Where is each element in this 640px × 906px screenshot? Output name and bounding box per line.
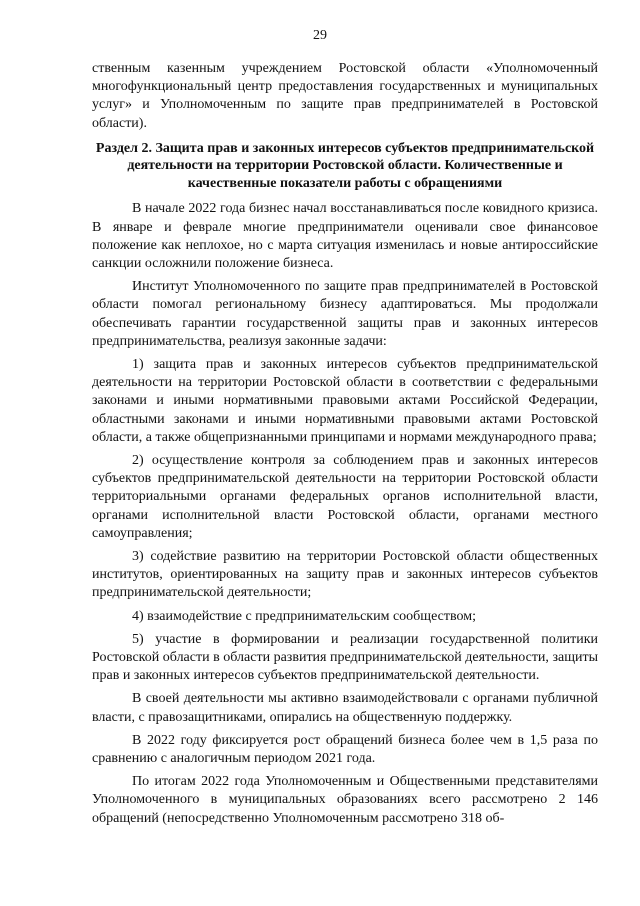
paragraph: В своей деятельности мы активно взаимодействовали с органами публичной власти, с правозащитниками, опирались на общественную поддержку.	[92, 691, 598, 725]
list-item: 4) взаимодействие с предпринимательским сообществом;	[132, 608, 476, 624]
section-heading: Раздел 2. Защита прав и законных интересов субъектов предпринимательской деятельности на территории Ростовской области. Количественные и качественные показатели работы с обращениями	[95, 140, 595, 191]
paragraph: По итогам 2022 года Уполномоченным и Общественными представителями Уполномоченного в муниципальных образованиях всего рассмотрено 2 146 обращений (непосредственно Уполномоченным рассмотрено 318 об-	[92, 774, 598, 826]
paragraph: В 2022 году фиксируется рост обращений бизнеса более чем в 1,5 раза по сравнению с аналогичным периодом 2021 года.	[92, 732, 598, 766]
list-item: 1) защита прав и законных интересов субъектов предпринимательской деятельности на территории Ростовской области в соответствии с федеральными законами и иными нормативными правовыми актами Российской Федерации, областными законами и иными нормативными правовыми актами Ростовской области, а также общепризнанными принципами и нормами международного права;	[92, 356, 598, 445]
paragraph: Институт Уполномоченного по защите прав предпринимателей в Ростовской области помогал региональному бизнесу адаптироваться. Мы продолжали обеспечивать гарантии государственной защиты прав и законных интересов предпринимательства, реализуя законные задачи:	[92, 279, 598, 349]
page-number: 29	[313, 28, 327, 43]
paragraph: В начале 2022 года бизнес начал восстанавливаться после ковидного кризиса. В январе и феврале многие предприниматели оценивали свое финансовое положение как неплохое, но с марта ситуация изменилась и новые антироссийские санкции осложнили положение бизнеса.	[92, 201, 598, 271]
list-item: 2) осуществление контроля за соблюдением прав и законных интересов субъектов предпринимательской деятельности на территории Ростовской области территориальными органами федеральных органов исполнительной власти, органами исполнительной власти Ростовской области, органами местного самоуправления;	[92, 452, 598, 541]
list-item: 3) содействие развитию на территории Ростовской области общественных институтов, ориентированных на защиту прав и законных интересов субъектов предпринимательской деятельности;	[92, 548, 598, 601]
list-item: 5) участие в формировании и реализации государственной политики Ростовской области в области развития предпринимательской деятельности, защиты прав и законных интересов субъектов предпринимательской деятельности.	[92, 631, 598, 684]
intro-paragraph: ственным казенным учреждением Ростовской области «Уполномоченный многофункциональный центр предоставления государственных и муниципальных услуг» и Уполномоченным по защите прав предпринимателей в Ростовской области).	[92, 61, 598, 131]
document-body	[92, 60, 598, 833]
